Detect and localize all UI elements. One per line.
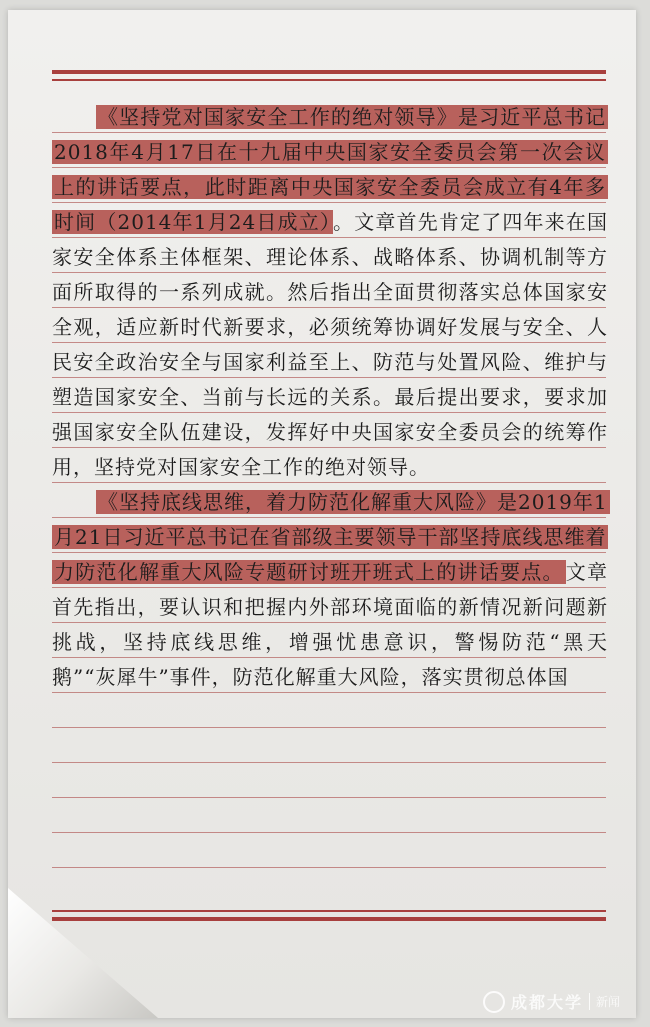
body-text-1: 。文章首先肯定了四年来在国家安全体系主体框架、理论体系、战略体系、协调机制等方面所取得的一系列成就。然后指出全面贯彻落实总体国家安全观，适应新时代新要求，必须统筹协调好发展与安全、人民安全政治安全与国家利益至上、防范与处置风险、维护与塑造国家安全、当前与长远的关系。最后提出要求，要求加强国家安全队伍建设，发挥好中央国家安全委员会的统筹作用，坚持党对国家安全工作的绝对领导。 — [52, 210, 609, 479]
watermark — [483, 990, 620, 1013]
ruled-line — [52, 832, 606, 833]
bottom-rule-thick — [52, 917, 606, 921]
body-text-2: 文章首先指出，要认识和把握内外部环境面临的新情况新问题新挑战，坚持底线思维，增强忧患意识，警惕防范“黑天鹅”“灰犀牛”事件，防范化解重大风险，落实贯彻总体国 — [52, 560, 609, 689]
bottom-rule-thin — [52, 910, 606, 912]
ruled-line — [52, 797, 606, 798]
ruled-line — [52, 727, 606, 728]
watermark-sub: 新闻 — [589, 993, 620, 1010]
top-rule-thick — [52, 70, 606, 74]
top-rule-thin — [52, 79, 606, 81]
ruled-line — [52, 867, 606, 868]
university-logo-icon — [483, 991, 505, 1013]
paragraph-2 — [52, 485, 608, 695]
highlight-text-2: 《坚持底线思维，着力防范化解重大风险》是2019年1月21日习近平总书记在省部级主要领导干部坚持底线思维着力防范化解重大风险专题研讨班开班式上的讲话要点。 — [54, 490, 608, 584]
paragraph-1 — [52, 100, 608, 485]
watermark-name: 成都大学 — [510, 993, 583, 1012]
highlight-text-1: 《坚持党对国家安全工作的绝对领导》是习近平总书记2018年4月17日在十九届中央国家安全委员会第一次会议上的讲话要点，此时距离中央国家安全委员会成立有4年多时间（2014年1月24日成立） — [54, 105, 606, 234]
ruled-line — [52, 762, 606, 763]
article-body — [52, 100, 608, 695]
